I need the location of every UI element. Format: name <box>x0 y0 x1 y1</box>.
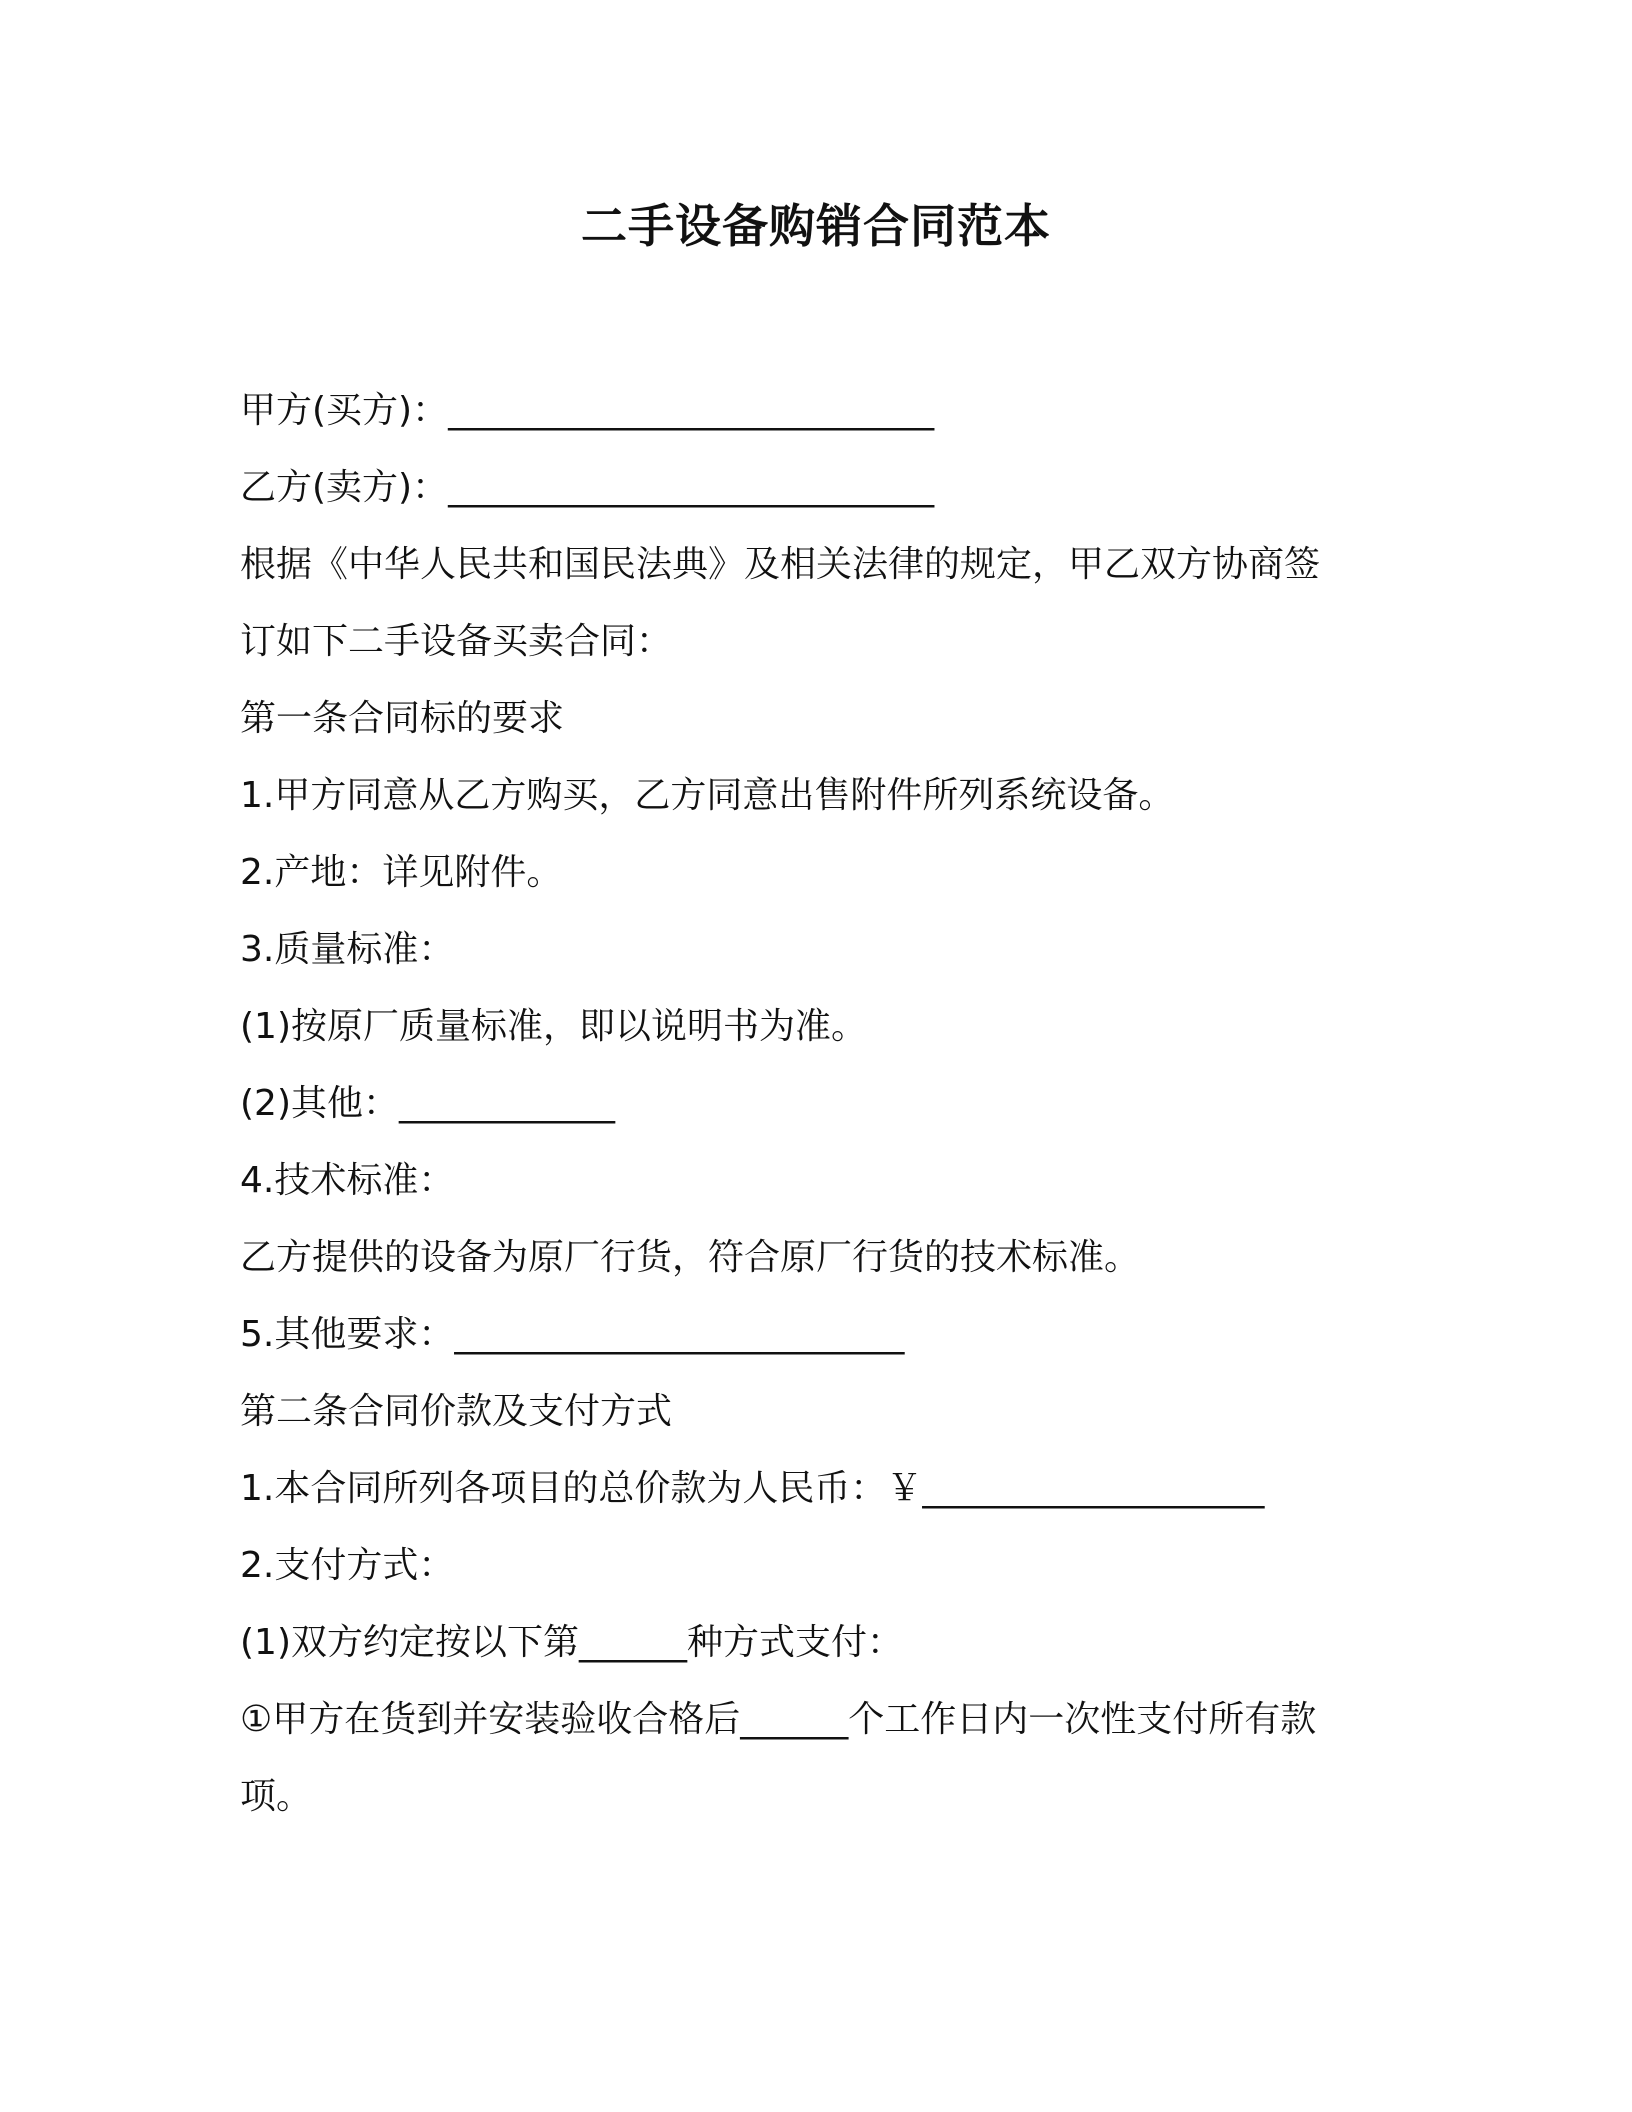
article-1-item-1: 1.甲方同意从乙方购买，乙方同意出售附件所列系统设备。 <box>240 775 1175 816</box>
article-2-item-1: 1.本合同所列各项目的总价款为人民币：￥___________________ <box>240 1468 1265 1509</box>
article-2-item-2-sub-1: (1)双方约定按以下第______种方式支付： <box>240 1622 903 1663</box>
payment-option-1-line-1: ①甲方在货到并安装验收合格后______个工作日内一次性支付所有款 <box>240 1699 1317 1740</box>
party-a-line: 甲方(买方)：___________________________ <box>240 390 935 431</box>
article-2-heading: 第二条合同价款及支付方式 <box>240 1391 673 1432</box>
preamble-line-2: 订如下二手设备买卖合同： <box>240 621 673 662</box>
article-1-item-2: 2.产地：详见附件。 <box>240 852 563 893</box>
article-1-item-3: 3.质量标准： <box>240 929 455 970</box>
article-1-heading: 第一条合同标的要求 <box>240 698 565 739</box>
article-1-item-4: 4.技术标准： <box>240 1160 455 1201</box>
article-1-item-3-sub-1: (1)按原厂质量标准，即以说明书为准。 <box>240 1006 867 1047</box>
page-title: 二手设备购销合同范本 <box>581 199 1051 253</box>
article-1-item-5: 5.其他要求：_________________________ <box>240 1314 905 1355</box>
article-2-item-2: 2.支付方式： <box>240 1545 455 1586</box>
document-body <box>240 372 1400 1835</box>
preamble-line-1: 根据《中华人民共和国民法典》及相关法律的规定，甲乙双方协商签 <box>240 544 1321 585</box>
article-1-item-4-text: 乙方提供的设备为原厂行货，符合原厂行货的技术标准。 <box>240 1237 1141 1278</box>
payment-option-1-line-2: 项。 <box>240 1776 313 1817</box>
article-1-item-3-sub-2: (2)其他：____________ <box>240 1083 615 1124</box>
party-b-line: 乙方(卖方)：___________________________ <box>240 467 935 508</box>
